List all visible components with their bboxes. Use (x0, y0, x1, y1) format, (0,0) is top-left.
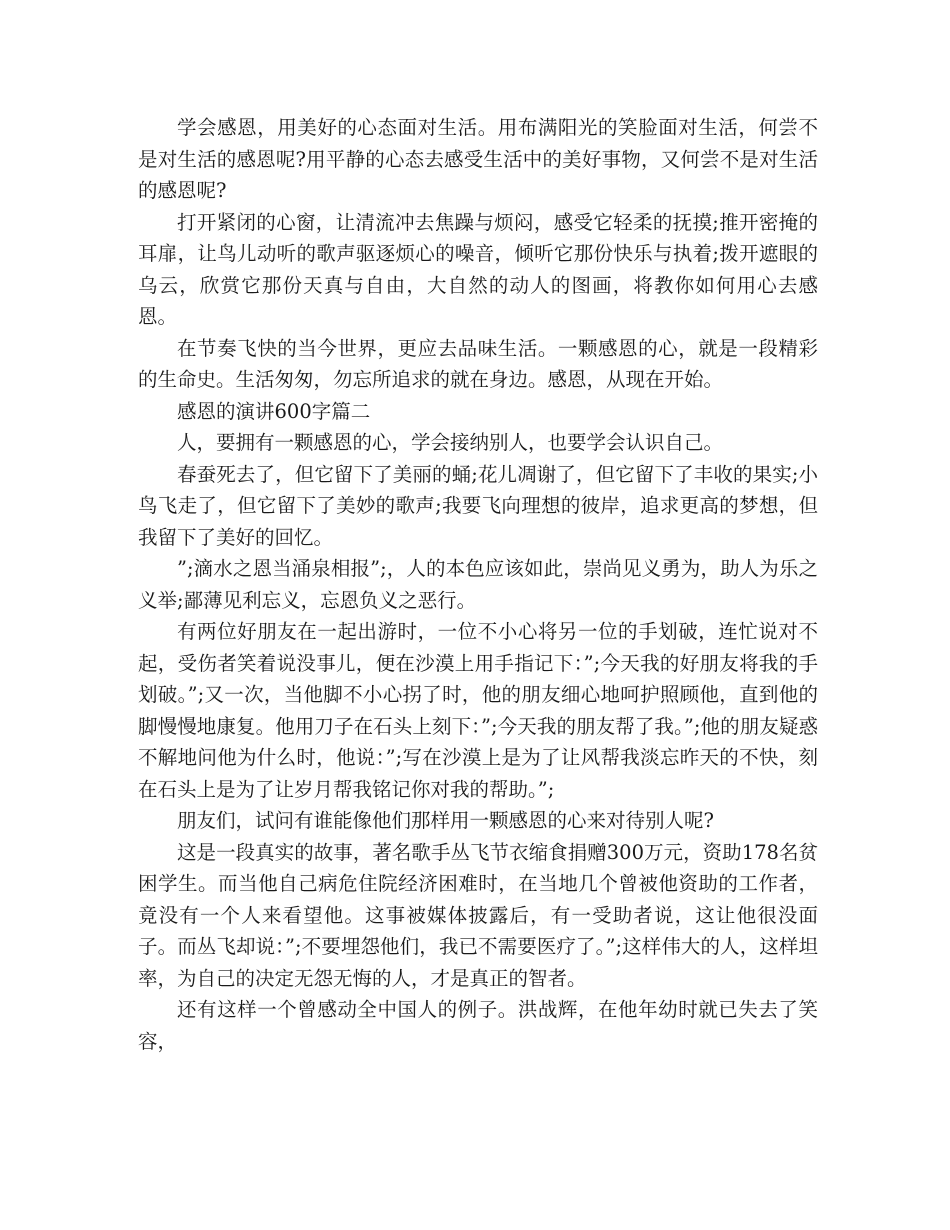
paragraph: 春蚕死去了，但它留下了美丽的蛹;花儿凋谢了，但它留下了丰收的果实;小鸟飞走了，但它留下了美妙的歌声;我要飞向理想的彼岸，追求更高的梦想，但我留下了美好的回忆。 (138, 462, 818, 549)
document-page (138, 112, 818, 1057)
paragraph: 朋友们，试问有谁能像他们那样用一颗感恩的心来对待别人呢? (177, 809, 714, 832)
paragraph: 还有这样一个曾感动全中国人的例子。洪战辉，在他年幼时就已失去了笑容， (138, 998, 818, 1053)
paragraph: 打开紧闭的心窗，让清流冲去焦躁与烦闷，感受它轻柔的抚摸;推开密掩的耳扉，让鸟儿动听的歌声驱逐烦心的噪音，倾听它那份快乐与执着;拨开遮眼的乌云，欣赏它那份天真与自由，大自然的动人的图画，将教你如何用心去感恩。 (138, 210, 818, 328)
section-heading: 感恩的演讲600字篇二 (177, 399, 371, 423)
paragraph: 有两位好朋友在一起出游时，一位不小心将另一位的手划破，连忙说对不起，受伤者笑着说没事儿，便在沙漠上用手指记下：”;今天我的好朋友将我的手划破。”;又一次，当他脚不小心拐了时，他的朋友细心地呵护照顾他，直到他的脚慢慢地康复。他用刀子在石头上刻下：”;今天我的朋友帮了我。”;他的朋友疑惑不解地问他为什么时，他说：”;写在沙漠上是为了让风帮我淡忘昨天的不快，刻在石头上是为了让岁月帮我铭记你对我的帮助。”; (138, 620, 819, 801)
paragraph: 学会感恩，用美好的心态面对生活。用布满阳光的笑脸面对生活，何尝不是对生活的感恩呢?用平静的心态去感受生活中的美好事物，又何尝不是对生活的感恩呢? (138, 116, 818, 202)
paragraph: 这是一段真实的故事，著名歌手丛飞节衣缩食捐赠300万元，资助178名贫困学生。而当他自己病危住院经济困难时，在当地几个曾被他资助的工作者，竟没有一个人来看望他。这事被媒体披露后，有一受助者说，这让他很没面子。而丛飞却说：”;不要埋怨他们，我已不需要医疗了。”;这样伟大的人，这样坦率，为自己的决定无怨无悔的人，才是真正的智者。 (138, 840, 819, 990)
paragraph: 在节奏飞快的当今世界，更应去品味生活。一颗感恩的心，就是一段精彩的生命史。生活匆匆，勿忘所追求的就在身边。感恩，从现在开始。 (138, 336, 818, 391)
paragraph: ”;滴水之恩当涌泉相报”;，人的本色应该如此，崇尚见义勇为，助人为乐之义举;鄙薄见利忘义，忘恩负义之恶行。 (138, 557, 818, 612)
paragraph: 人，要拥有一颗感恩的心，学会接纳别人，也要学会认识自己。 (177, 431, 724, 454)
